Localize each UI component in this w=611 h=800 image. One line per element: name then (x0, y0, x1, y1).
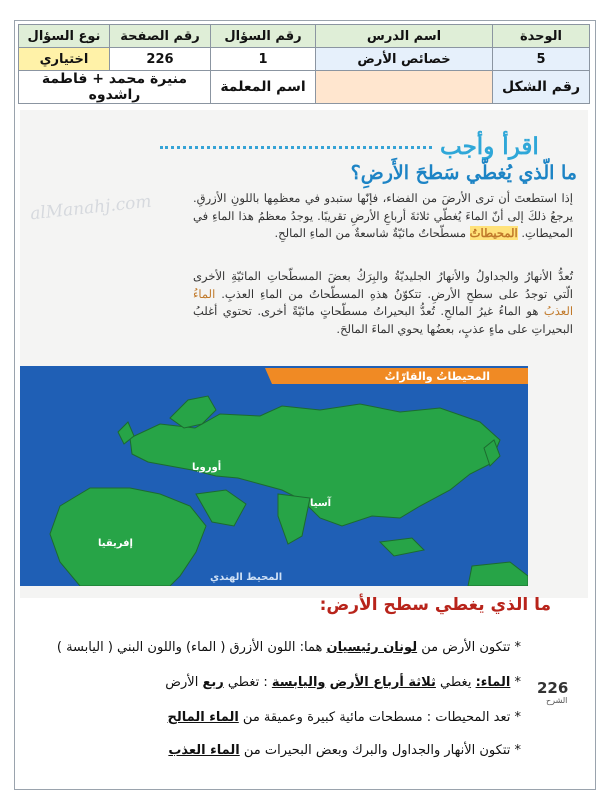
oceans-term: المحيطاتُ (469, 226, 518, 240)
unit-label: الوحدة (493, 25, 590, 48)
page-no-label: رقم الصفحة (110, 25, 211, 48)
oceans-continents-map (20, 366, 528, 586)
question-type-label: نوع السؤال (19, 25, 110, 48)
note-1-c: هما: اللون الأزرق ( الماء) واللون البني ( اليابسة ) (56, 640, 323, 655)
note-2-e: واليابسة (271, 675, 326, 690)
note-2 (165, 675, 521, 690)
indian-ocean-label: المحيط الهندي (210, 572, 283, 583)
teacher-value: منيرة محمد + فاطمة راشدوه (19, 71, 211, 104)
paragraph-1-text: إذا استطعتَ أن ترى الأرضَ من الفضاء، فإنّها ستبدو في معظمِها باللونِ الأزرقِ. يرجعُ ذلكَ إلى أنّ الماءَ يُغطّي ثلاثةَ أرباعِ الأرضِ تقريبًا. يوجدُ معظمُ هذا الماءِ في المحيطاتِ. (193, 191, 573, 240)
question-type-value: اختياري (19, 48, 110, 71)
note-1-b: لونان رئيسيان (326, 640, 418, 655)
question-no-value: 1 (211, 48, 316, 71)
note-4-a: * تتكون الأنهار والجداول والبرك وبعض البحيرات من (243, 743, 521, 758)
note-2-f: : تغطي (227, 675, 268, 690)
note-2-d: ثلاثة أرباع الأرض (329, 675, 436, 690)
header-table (18, 24, 590, 104)
fresh-water-term: الماءُ العذبُ (193, 286, 574, 318)
note-2-h: الأرض (165, 675, 199, 690)
note-4 (168, 743, 521, 758)
lesson-value: خصائص الأرض (316, 48, 493, 71)
page-no-value: 226 (110, 48, 211, 71)
note-2-g: ربع (202, 675, 224, 690)
note-2-b: الماء: (475, 675, 511, 690)
note-3-b: الماء المالح (167, 710, 239, 725)
note-1 (57, 640, 521, 655)
lesson-label: اسم الدرس (316, 25, 493, 48)
figure-no-label: رقم الشكل (493, 71, 590, 104)
note-3-a: * تعد المحيطات : مسطحات مائية كبيرة وعميقة من (242, 710, 521, 725)
europe-label: أوروبا (192, 462, 222, 473)
lesson-question: ما الّذي يُغطّي سَطحَ الأَرضِ؟ (350, 162, 577, 184)
note-4-b: الماء العذب (168, 743, 240, 758)
note-3 (167, 710, 521, 725)
page-number: 226 (537, 679, 569, 697)
paragraph-1 (193, 190, 573, 243)
unit-value: 5 (493, 48, 590, 71)
africa-landmass (50, 488, 206, 586)
watermark: alManahj.com (29, 191, 153, 225)
page-caption: الشرح (546, 696, 568, 705)
read-answer-badge: اقرأ وأجب (440, 133, 539, 160)
paragraph-1-end: مسطّحاتٌ مائيّةٌ شاسعةٌ من الماءِ المالحِ. (274, 226, 466, 240)
note-2-a: * (514, 675, 521, 690)
teacher-label: اسم المعلمة (211, 71, 316, 104)
map-title: المحيطاتُ والقارّاتُ (384, 370, 490, 383)
note-1-a: * تتكون الأرض من (421, 640, 521, 655)
asia-label: آسيا (310, 498, 332, 509)
paragraph-2-end: هو الماءُ غيرُ المالحِ. تُعدُّ البحيراتُ مسطّحاتٍ مائيّةً أخرى. تحتوي أغلبُ البحيراتِ على ماءٍ عذبٍ، بعضُها يحوي الماءَ المالحَ. (193, 304, 573, 336)
paragraph-2-text: تُعدُّ الأنهارُ والجداولُ والأنهارُ الجليديّةُ والبِرَكُ بعضَ المسطّحاتِ المائيّةِ الأخرى الّتي توجدُ على سطحِ الأرضِ. تتكوّنُ هذهِ المسطّحاتُ من الماءِ العذبِ. (193, 269, 573, 301)
figure-no-value (316, 71, 493, 104)
question-no-label: رقم السؤال (211, 25, 316, 48)
note-2-c: يغطي (440, 675, 472, 690)
africa-label: إفريقيا (98, 538, 133, 549)
notes-title: ما الذي يغطي سطح الأرض: (319, 595, 551, 615)
paragraph-2 (193, 268, 573, 338)
dotted-divider (160, 146, 432, 149)
